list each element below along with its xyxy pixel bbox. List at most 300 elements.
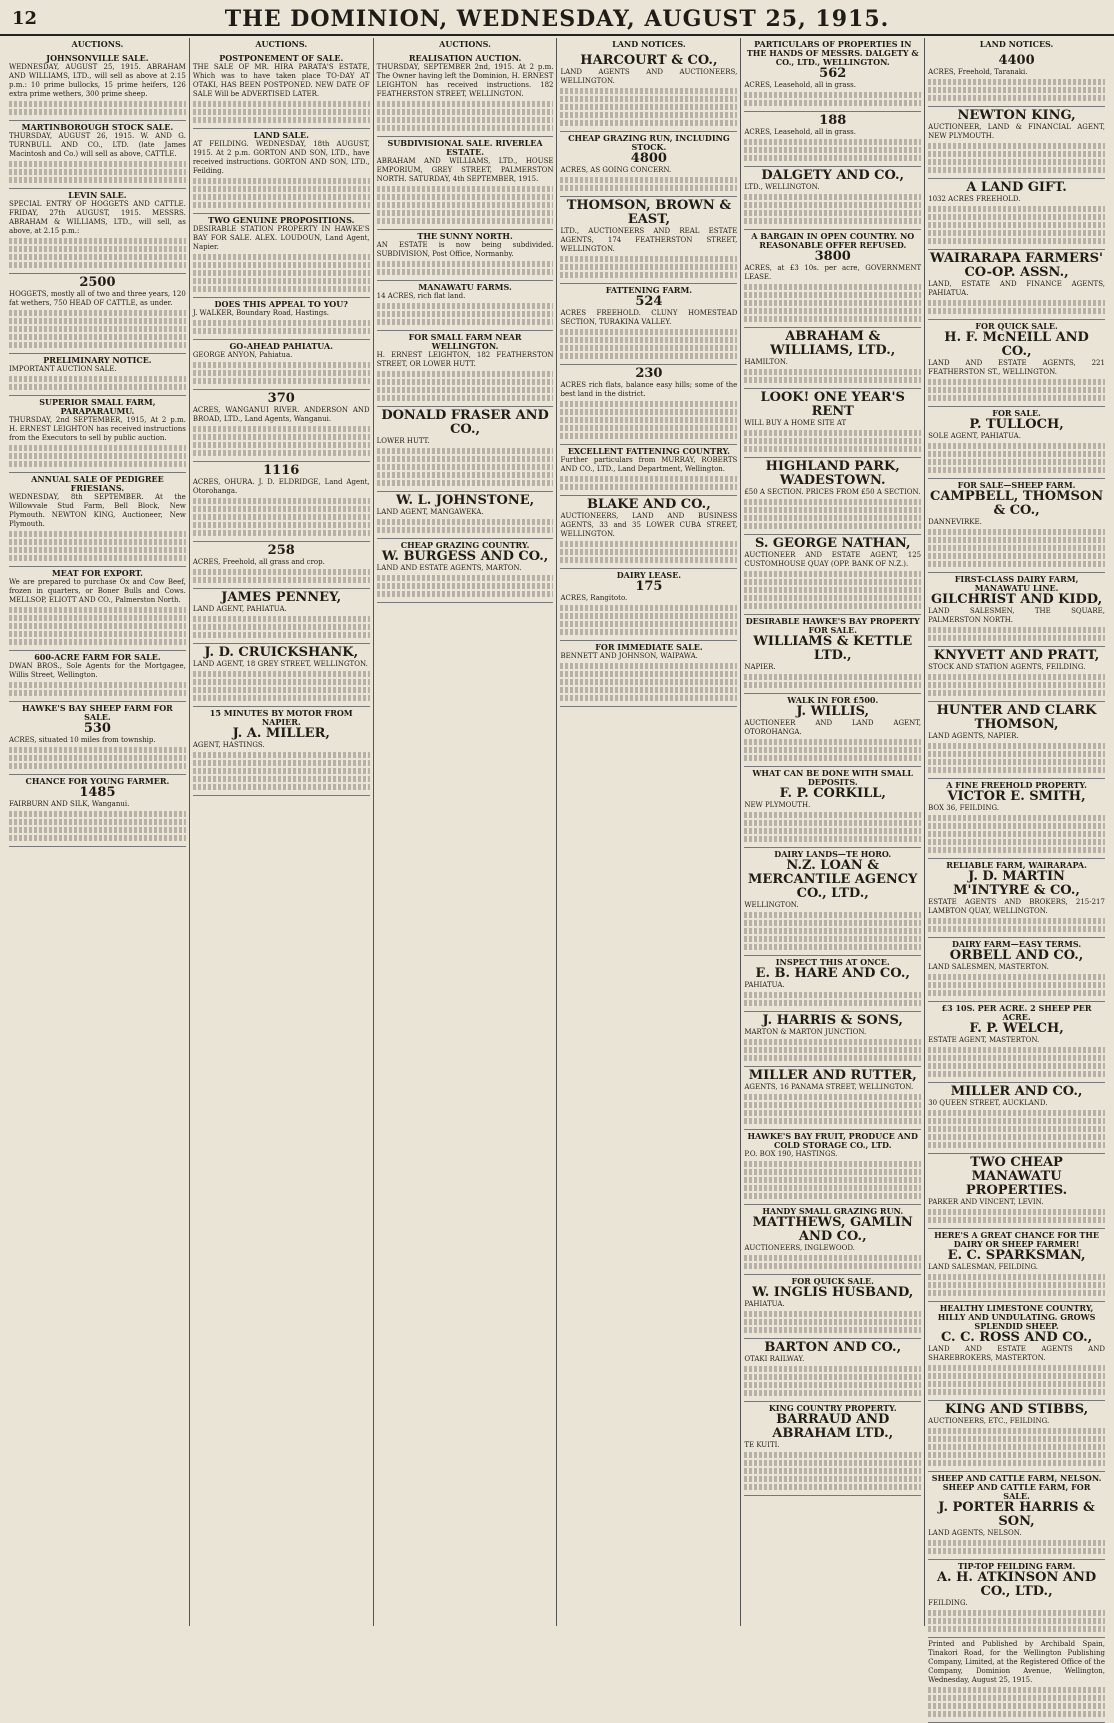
advertisement [193,390,370,462]
ad-display-line: 230 [635,366,663,381]
fine-print-line [744,1311,921,1317]
fine-print-filler [744,1161,921,1199]
ad-heading: DOES THIS APPEAL TO YOU? [214,299,348,309]
fine-print-line [744,1169,921,1175]
ad-display-line: ABRAHAM & WILLIAMS, LTD., [770,329,896,358]
ad-display-line: HARCOURT & CO., [580,53,718,68]
fine-print-filler [744,571,921,609]
fine-print-line [560,256,737,262]
fine-print-line [377,303,554,309]
ad-body-text: NAPIER. [744,663,776,671]
fine-print-filler [744,674,921,688]
ad-body-text: OTAKI RAILWAY. [744,1355,805,1363]
page-number: 12 [12,8,38,29]
fine-print-line [928,1711,1105,1717]
fine-print-line [9,539,186,545]
fine-print-filler [928,627,1105,641]
fine-print-line [928,1444,1105,1450]
fine-print-filler [744,1094,921,1124]
fine-print-line [560,329,737,335]
fine-print-line [9,177,186,183]
advertisement [193,214,370,298]
fine-print-line [193,434,370,440]
ad-heading: DAIRY FARM—EASY TERMS. [951,939,1082,949]
ad-body-text: ACRES rich flats, balance easy hills; some of the best land in the district. [560,381,738,398]
ad-heading: WHAT CAN BE DONE WITH SMALL DEPOSITS. [752,768,914,787]
advertisement [744,956,921,1012]
ad-heading: HAWKE'S BAY FRUIT, PRODUCE AND COLD STORAGE CO., LTD. [747,1131,918,1150]
ad-display-line: 1116 [263,463,300,478]
fine-print-line [193,450,370,456]
fine-print-line [193,522,370,528]
fine-print-line [928,1365,1105,1371]
fine-print-line [928,230,1105,236]
advertisement [377,407,554,492]
fine-print-line [560,185,737,191]
fine-print-line [193,530,370,536]
fine-print-line [744,812,921,818]
fine-print-line [928,1110,1105,1116]
fine-print-filler [744,812,921,842]
fine-print-filler [928,974,1105,996]
fine-print-line [9,376,186,382]
ad-heading: JOHNSONVILLE SALE. [46,53,149,63]
fine-print-line [377,117,554,123]
ad-display-line: A. H. ATKINSON AND CO., LTD., [936,1570,1097,1599]
fine-print-line [928,1071,1105,1077]
advertisement [744,38,921,112]
fine-print-line [744,284,921,290]
fine-print-line [928,537,1105,543]
ad-heading: DAIRY LEASE. [616,570,682,580]
fine-print-line [744,438,921,444]
ad-heading: WALK IN FOR £500. [787,695,879,705]
advertisement [560,284,737,365]
fine-print-line [193,768,370,774]
fine-print-filler [560,605,737,635]
ad-body-text: DWAN BROS., Sole Agents for the Mortgagee, Willis Street, Wellington. [9,662,186,679]
fine-print-filler [377,303,554,325]
ad-heading: FOR SALE. [992,408,1041,418]
ad-display-line: MILLER AND CO., [950,1084,1083,1099]
fine-print-line [560,345,737,351]
ad-display-line: F. P. WELCH, [969,1021,1064,1036]
fine-print-line [9,169,186,175]
fine-print-line [744,755,921,761]
fine-print-line [928,847,1105,853]
fine-print-line [9,531,186,537]
fine-print-line [744,928,921,934]
advertisement [928,938,1105,1002]
fine-print-line [744,1327,921,1333]
fine-print-filler [193,254,370,292]
ad-body-text: TE KUITI. [744,1441,780,1449]
ad-display-line: 4800 [630,151,667,166]
column-heading: AUCTIONS. [71,39,124,49]
fine-print-line [560,96,737,102]
fine-print-line [744,308,921,314]
ad-display-line: GILCHRIST AND KIDD, [930,592,1103,607]
advertisement [928,107,1105,179]
ad-body-text: ACRES, WANGANUI RIVER. ANDERSON AND BROAD, LTD., Land Agents, Wanganui. [192,406,370,423]
fine-print-filler [560,177,737,191]
fine-print-line [377,575,554,581]
fine-print-line [560,177,737,183]
fine-print-line [744,316,921,322]
fine-print-line [928,1063,1105,1069]
ad-display-line: WAIRARAPA FARMERS' CO-OP. ASSN., [930,251,1104,280]
ad-body-text: ACRES, Leasehold, all in grass. [744,81,856,89]
advertisement [193,52,370,129]
ad-display-line: TWO CHEAP MANAWATU PROPERTIES. [965,1155,1068,1198]
columns-container [6,38,1108,1684]
fine-print-line [928,1610,1105,1616]
advertisement [193,298,370,340]
advertisement [928,179,1105,250]
ad-heading: MANAWATU FARMS. [418,282,512,292]
newspaper-title: THE DOMINION, WEDNESDAY, AUGUST 25, 1915. [224,6,890,32]
fine-print-line [928,690,1105,696]
fine-print-line [928,1548,1105,1554]
ad-body-text: STOCK AND STATION AGENTS, FEILDING. [928,663,1086,671]
fine-print-line [377,269,554,275]
ad-body-text: LAND SALESMAN, FEILDING. [928,1263,1039,1271]
fine-print-line [744,300,921,306]
fine-print-line [928,1389,1105,1395]
fine-print-line [744,1102,921,1108]
ad-display-line: JAMES PENNEY, [221,590,342,605]
fine-print-line [928,990,1105,996]
fine-print-line [928,1436,1105,1442]
fine-print-line [193,671,370,677]
fine-print-line [744,1319,921,1325]
fine-print-line [9,310,186,316]
fine-print-line [744,507,921,513]
advertisement [377,331,554,407]
ad-display-line: F. P. CORKILL, [779,786,886,801]
fine-print-filler [928,1047,1105,1077]
advertisement [560,445,737,496]
fine-print-filler [560,88,737,126]
fine-print-filler [928,743,1105,773]
fine-print-filler [193,498,370,536]
fine-print-filler [928,1428,1105,1466]
fine-print-line [928,95,1105,101]
fine-print-line [377,448,554,454]
fine-print-line [928,300,1105,306]
fine-print-line [744,682,921,688]
advertisement [744,112,921,167]
advertisement [9,396,186,473]
fine-print-line [744,992,921,998]
ad-body-text: We are prepared to purchase Ox and Cow Beef, frozen in quarters, or Boner Bulls and Cows. MELLSOP, ELIOTT AND CO., Palmerston North. [9,578,186,604]
ad-display-line: E. C. SPARKSMAN, [947,1248,1086,1263]
ad-display-line: 258 [267,543,295,558]
fine-print-line [928,1687,1105,1693]
fine-print-line [9,326,186,332]
ad-body-text: WEDNESDAY, 8th SEPTEMBER. At the Willowvale Stud Farm, Bell Block, New Plymouth. NEWTON KING, Auctioneer, New Plymouth. [9,493,186,528]
fine-print-line [928,1428,1105,1434]
ad-heading: HANDY SMALL GRAZING RUN. [762,1206,904,1216]
fine-print-filler [928,379,1105,401]
ad-heading: FOR QUICK SALE. [791,1276,874,1286]
fine-print-filler [744,739,921,761]
fine-print-line [928,387,1105,393]
advertisement [193,644,370,707]
ad-display-line: 3800 [814,249,851,264]
fine-print-line [193,254,370,260]
fine-print-line [744,377,921,383]
ad-body-text: LTD., AUCTIONEERS AND REAL ESTATE AGENTS, 174 FEATHERSTON STREET, WELLINGTON. [560,227,738,253]
fine-print-line [560,671,737,677]
fine-print-line [560,621,737,627]
advertisement [193,129,370,214]
fine-print-line [744,747,921,753]
ad-body-text: MARTON & MARTON JUNCTION. [744,1028,867,1036]
advertisement [9,274,186,354]
advertisement [560,197,737,284]
fine-print-line [928,308,1105,314]
ad-heading: KING COUNTRY PROPERTY. [768,1403,897,1413]
fine-print-line [560,401,737,407]
fine-print-filler [928,918,1105,932]
fine-print-line [744,218,921,224]
ad-body-text: 1032 ACRES FREEHOLD. [928,195,1021,203]
fine-print-line [193,370,370,376]
advertisement [560,52,737,132]
ad-heading: DESIRABLE HAWKE'S BAY PROPERTY FOR SALE. [745,616,920,635]
advertisement [744,767,921,848]
fine-print-line [928,529,1105,535]
fine-print-line [377,371,554,377]
fine-print-line [744,936,921,942]
fine-print-line [928,1274,1105,1280]
ad-body-text: LOWER HUTT. [376,437,430,445]
ad-body-text: ACRES, Freehold, all grass and crop. [192,558,325,566]
ad-body-text: FAIRBURN AND SILK, Wanganui. [9,800,130,808]
fine-print-line [928,1695,1105,1701]
ad-display-line: 530 [83,721,111,736]
fine-print-line [744,1390,921,1396]
fine-print-line [560,687,737,693]
ad-body-text: FEILDING. [928,1599,968,1607]
column-heading: AUCTIONS. [255,39,308,49]
fine-print-line [560,663,737,669]
advertisement [928,407,1105,479]
ad-body-text: WILL BUY A HOME SITE AT [744,419,847,427]
fine-print-line [928,1540,1105,1546]
fine-print-line [193,442,370,448]
fine-print-line [744,603,921,609]
fine-print-line [377,319,554,325]
fine-print-line [193,117,370,123]
fine-print-line [928,743,1105,749]
ad-body-text: WELLINGTON. [744,901,799,909]
fine-print-line [744,579,921,585]
fine-print-line [744,1161,921,1167]
fine-print-line [193,109,370,115]
fine-print-filler [560,663,737,701]
fine-print-line [9,384,186,390]
fine-print-line [744,1185,921,1191]
fine-print-line [193,616,370,622]
ad-heading: MEAT FOR EXPORT. [51,568,143,578]
ad-display-line: 175 [635,579,663,594]
fine-print-line [928,1452,1105,1458]
fine-print-line [193,569,370,575]
fine-print-filler [744,284,921,322]
ad-display-line: KING AND STIBBS, [944,1402,1089,1417]
fine-print-line [744,1452,921,1458]
fine-print-line [193,632,370,638]
ad-heading: FOR QUICK SALE. [975,321,1058,331]
ad-body-text: BENNETT AND JOHNSON, WAIPAWA. [560,652,698,660]
ad-body-text: ACRES, at £3 10s. per acre, GOVERNMENT LEASE. [744,264,922,281]
ad-display-line: W. L. JOHNSTONE, [395,493,535,508]
fine-print-filler [744,1311,921,1333]
fine-print-filler [9,101,186,115]
ad-body-text: HAMILTON. [744,358,788,366]
fine-print-line [9,623,186,629]
fine-print-line [928,1703,1105,1709]
ad-body-text: 14 ACRES, rich flat land. [376,292,466,300]
fine-print-line [928,1373,1105,1379]
ad-display-line: J. PORTER HARRIS & SON, [938,1500,1095,1529]
advertisement [377,230,554,281]
fine-print-line [560,484,737,490]
ad-heading: A FINE FREEHOLD PROPERTY. [946,780,1087,790]
ad-body-text: Further particulars from MURRAY, ROBERTS AND CO., LTD., Land Department, Wellington. [560,456,738,473]
fine-print-line [928,767,1105,773]
fine-print-line [928,674,1105,680]
ad-display-line: J. D. MARTIN M'INTYRE & CO., [953,869,1080,898]
advertisement [377,539,554,603]
advertisement [928,1154,1105,1229]
ad-body-text: ACRES, Rangitoto. [560,594,628,602]
fine-print-line [9,763,186,769]
fine-print-filler [9,310,186,348]
advertisement [744,848,921,956]
ad-body-text: LAND AGENT, PAHIATUA. [192,605,287,613]
ad-body-text: ACRES, Freehold, Taranaki. [928,68,1028,76]
fine-print-filler [560,256,737,278]
fine-print-line [9,254,186,260]
fine-print-filler [744,92,921,106]
fine-print-filler [560,541,737,563]
fine-print-line [560,541,737,547]
fine-print-line [928,443,1105,449]
advertisement [744,615,921,694]
fine-print-line [193,426,370,432]
advertisement [9,775,186,847]
advertisement [744,1012,921,1067]
fine-print-filler [744,369,921,383]
fine-print-line [193,498,370,504]
advertisement [928,250,1105,320]
fine-print-line [560,409,737,415]
ad-body-text: PARKER AND VINCENT, LEVIN. [928,1198,1044,1206]
fine-print-filler [377,371,554,401]
fine-print-filler [377,186,554,224]
ad-heading: CHEAP GRAZING RUN, INCLUDING STOCK. [568,133,730,152]
fine-print-line [377,387,554,393]
ad-body-text: THURSDAY, AUGUST 26, 1915. W. AND G. TURNBULL AND CO., LTD. (late James Macintosh and Co.) will sell as above, CATTLE. [9,132,186,158]
advertisement [9,567,186,651]
advertisement [377,137,554,230]
fine-print-filler [744,992,921,1006]
fine-print-line [928,823,1105,829]
ad-body-text: ACRES FREEHOLD. CLUNY HOMESTEAD SECTION, TURAKINA VALLEY. [560,309,738,326]
advertisement [928,573,1105,647]
fine-print-filler [928,79,1105,101]
advertisement [744,1275,921,1339]
fine-print-line [377,591,554,597]
fine-print-filler [928,443,1105,473]
fine-print-line [744,1382,921,1388]
fine-print-line [9,547,186,553]
fine-print-line [193,278,370,284]
ad-display-line: VICTOR E. SMITH, [947,789,1086,804]
advertisement [744,1402,921,1496]
fine-print-line [377,125,554,131]
column-1 [6,38,190,1626]
fine-print-line [560,112,737,118]
ad-body-text: J. WALKER, Boundary Road, Hastings. [192,309,330,317]
fine-print-line [560,104,737,110]
ad-heading: CHEAP GRAZING COUNTRY. [400,540,530,550]
ad-heading: FATTENING FARM. [605,285,693,295]
ad-body-text: AUCTIONEER AND LAND AGENT, OTOROHANGA. [744,719,922,736]
fine-print-line [9,682,186,688]
advertisement [744,167,921,230]
ad-display-line: KNYVETT AND PRATT, [933,648,1100,663]
fine-print-line [193,687,370,693]
ad-body-text: Printed and Published by Archibald Spain, Tinakori Road, for the Wellington Publishing Company, Limited, at the Registered Office of the Company, Dominion Avenue, Wellington, Wednesday, August 25, 1915. [928,1640,1105,1684]
fine-print-line [744,1460,921,1466]
fine-print-line [744,139,921,145]
fine-print-line [560,679,737,685]
fine-print-filler [377,448,554,486]
fine-print-line [744,446,921,452]
ad-display-line: 524 [635,294,663,309]
fine-print-line [9,555,186,561]
fine-print-line [560,605,737,611]
ad-display-line: LOOK! ONE YEAR'S RENT [760,390,905,419]
fine-print-line [744,1110,921,1116]
fine-print-line [928,451,1105,457]
fine-print-line [9,747,186,753]
fine-print-line [9,690,186,696]
advertisement [744,389,921,458]
ad-heading: FOR SMALL FARM NEAR WELLINGTON. [408,332,522,351]
fine-print-line [744,1374,921,1380]
fine-print-line [193,262,370,268]
ad-body-text: DANNEVIRKE. [928,518,982,526]
fine-print-line [744,292,921,298]
ad-display-line: DALGETY AND CO., [761,168,905,183]
ad-body-text: PAHIATUA. [744,981,785,989]
fine-print-filler [9,747,186,769]
ad-display-line: DONALD FRASER AND CO., [381,408,549,437]
ad-body-text: WEDNESDAY, AUGUST 25, 1915. ABRAHAM AND WILLIAMS, LTD., will sell as above at 2.15 p.m.: 10 prime bullocks, 15 prime heifers, 126 extra prime wethers, 300 prime sheep. [9,63,186,98]
fine-print-line [744,369,921,375]
fine-print-line [744,1094,921,1100]
ad-display-line: THOMSON, BROWN & EAST, [566,198,732,227]
advertisement [928,1002,1105,1083]
ad-body-text: SOLE AGENT, PAHIATUA. [928,432,1021,440]
fine-print-line [928,627,1105,633]
fine-print-line [193,776,370,782]
